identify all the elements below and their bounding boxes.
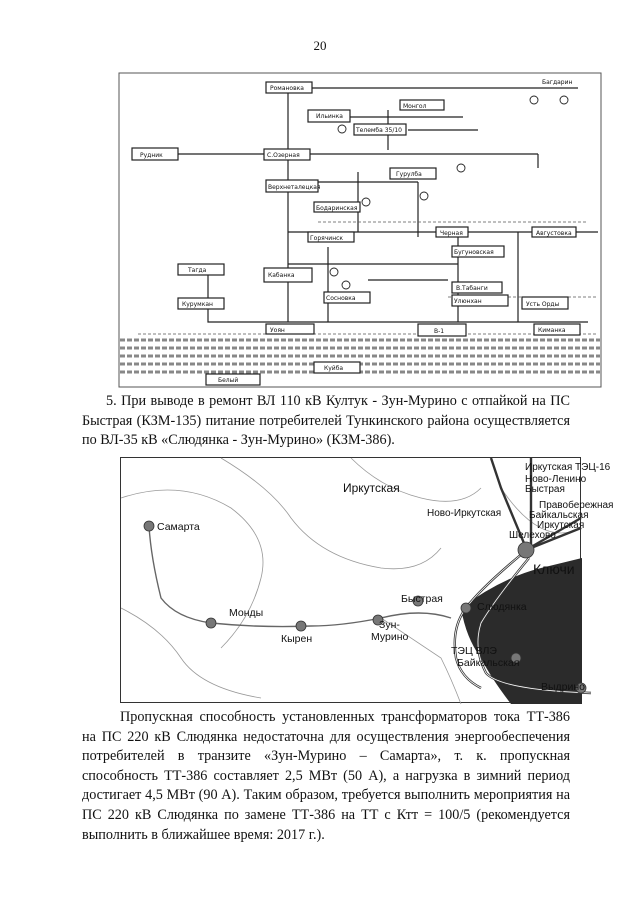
node-gorjachinsk: Горячинск [310,235,344,242]
node-romanovka: Романовка [270,85,304,92]
map-label-novo-irk: Ново-Иркутская [427,508,502,519]
node-avgust: Августовка [536,230,572,237]
network-scheme-diagram [118,72,602,388]
node-kabanka: Кабанка [268,272,295,279]
map-label-pravoberezh: Правобережная [539,500,614,511]
map-label-mondy: Монды [229,607,264,619]
map-label-slyudyanka: Слюдянка [477,601,527,613]
node-ilyinka: Ильинка [316,113,343,120]
map-label-bystraya: Быстрая [401,593,443,605]
map-label-bystraya-top: Быстрая [525,484,565,495]
node-verkhnyaya: Верхнеталецкая [268,184,321,191]
map-label-kyren: Кырен [281,633,313,645]
map-label-novo-lenino: Ново-Ленино [525,474,587,485]
node-uyan: Уоян [270,327,285,334]
node-ust-ordyn: Усть Орды [526,301,560,308]
map-label-irkutskaya2: Иркутская [537,520,585,531]
node-rudnik: Рудник [140,152,163,159]
map-label-murino: Мурино [371,631,409,643]
node-tarbagatai: Тагда [188,267,207,274]
map-label-zun: Зун- [379,619,400,631]
map-label-baikalskaya2: Байкальская [457,657,520,669]
node-ulyunkhan: Улюнхан [454,298,482,305]
node-bagdarin: Багдарин [542,79,573,86]
map-label-irkutsk-tec: Иркутская ТЭЦ-16 [525,462,611,473]
map-label-baikalskaya1: Байкальская [529,510,589,521]
node-s-ozernaya: С.Озерная [267,152,300,159]
page-number: 20 [313,38,327,53]
node-q: В-1 [434,328,445,335]
node-sosnovka: Сосновка [326,295,356,302]
node-belyi: Белый [218,377,239,384]
paragraph-repair: 5. При выводе в ремонт ВЛ 110 кВ Култук - Зун-Мурино с отпайкой на ПС Быстрая (КЗМ-135) питание потребителей Тункинского района осуществляется по ВЛ-35 кВ «Слюдянка - Зун-Мурино» (КЗМ-386). [82,393,570,449]
node-gurulba: Гурулба [396,171,422,178]
map-label-tec-vlsh: ТЭЦ ВЛЭ [451,645,497,657]
node-kurumkan: Курумкан [182,301,213,308]
map-label-shelekhov: Шелехово [509,530,556,541]
regional-map [120,457,614,703]
node-telemba: Телемба 35/10 [356,127,402,134]
map-label-samarta: Самарта [157,521,200,533]
map-label-irkutskaya: Иркутская [343,481,400,495]
node-kimanka: Киманка [538,327,566,334]
node-kuyba: Куйба [324,365,344,372]
node-mong: Монгол [403,103,427,110]
paragraph-capacity: Пропускная способность установленных трансформаторов тока ТТ-386 на ПС 220 кВ Слюдянка недостаточна для осуществления энергообеспечения потребителей в транзите «Зун-Мурино – Самарта», т. к. пропускная способность ТТ-386 составляет 2,5 МВт (50 А), а нагрузка в зимний период достигает 4,5 МВт (90 А). Таким образом, требуется выполнить мероприятия на ПС 220 кВ Слюдянка по замене ТТ-386 на ТТ с Ктт = 100/5 (рекомендуется выполнить в ближайшее время: 2017 г.). [82,709,570,843]
node-bugunovka: Бугуновская [454,249,494,256]
map-label-klyuchi: Ключи [533,561,575,577]
node-bodarinsk: Бодаринская [316,205,358,212]
map-label-vydrino: Выдрино [541,681,586,693]
node-d-tabangi: В.Табанги [456,285,488,292]
node-chernaya: Черная [440,230,463,237]
